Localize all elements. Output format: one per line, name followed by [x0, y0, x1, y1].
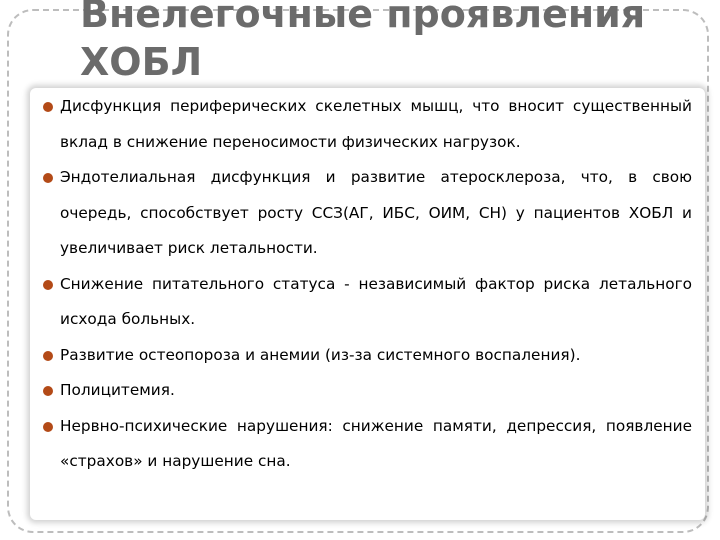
bullet-item [36, 89, 692, 160]
bullet-item [36, 338, 692, 374]
bullet-icon [43, 173, 53, 183]
bullet-item [36, 373, 692, 409]
slide-title: Внелегочные проявления ХОБЛ [80, 0, 646, 84]
bullet-text: Полицитемия. [60, 381, 175, 399]
bullet-icon [43, 422, 53, 432]
bullet-text: Снижение питательного статуса - независимый фактор риска летального исхода больных. [60, 274, 692, 328]
bullet-icon [43, 386, 53, 396]
bullet-icon [43, 351, 53, 361]
bullet-text: Дисфункция периферических скелетных мышц, что вносит существенный вклад в снижение переносимости физических нагрузок. [60, 97, 692, 151]
bullet-list [36, 89, 692, 480]
bullet-item [36, 409, 692, 480]
bullet-item [36, 267, 692, 338]
bullet-icon [43, 280, 53, 290]
bullet-text: Развитие остеопороза и анемии (из-за системного воспаления). [60, 345, 581, 364]
bullet-text: Эндотелиальная дисфункция и развитие атеросклероза, что, в свою очередь, способствует росту ССЗ(АГ, ИБС, ОИМ, СН) у пациентов ХОБЛ и увеличивает риск летальности. [60, 168, 692, 257]
bullet-item [36, 160, 692, 267]
bullet-icon [43, 102, 53, 112]
bullet-text: Нервно-психические нарушения: снижение памяти, депрессия, появление «страхов» и нарушение сна. [60, 416, 692, 470]
